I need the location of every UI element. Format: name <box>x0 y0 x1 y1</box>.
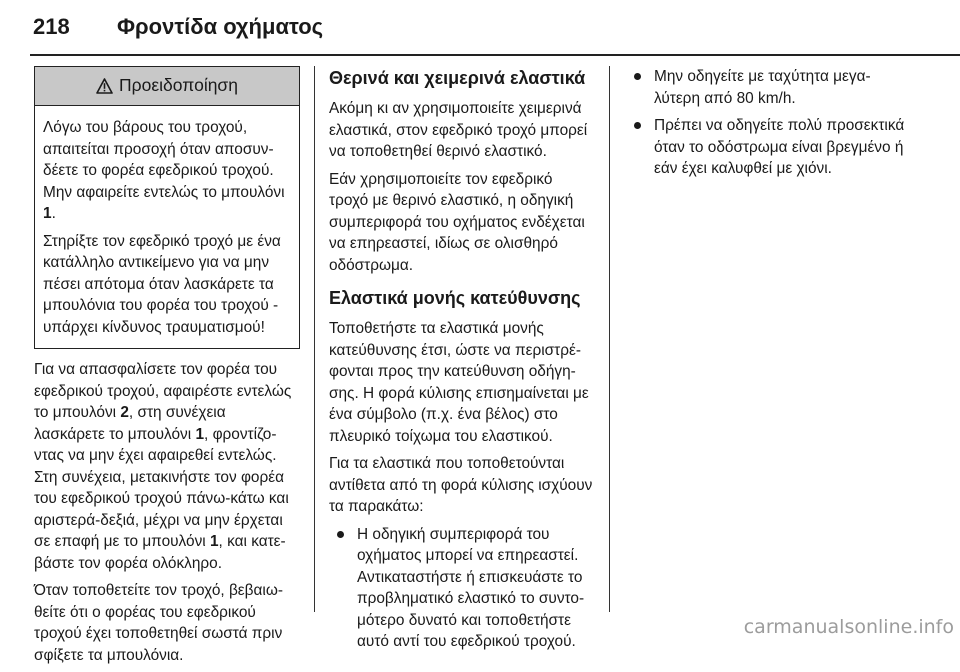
body-paragraph: Για να απασφαλίσετε τον φορέα του εφεδρικού τροχού, αφαιρέστε εντελώς το μπουλόνι 2, στη συνέχεια λασκάρετε το μπουλόνι 1, φροντίζοντας να μην έχει αφαιρεθεί εντελώς. Στη συνέχεια, μετακινήστε τον φορέα του εφεδρικού τροχού πάνω-κάτω και αριστερά-δεξιά, μέχρι να μην έρχεται σε επαφή με το μπουλόνι 1, και κατεβάστε τον φορέα ολόκληρο. <box>34 361 292 572</box>
page-number: 218 <box>33 14 70 39</box>
warning-header <box>35 67 299 106</box>
column-left <box>34 66 299 672</box>
body-paragraph: Τοποθετήστε τα ελαστικά μονής κατεύθυνσης έτσι, ώστε να περιστρέφονται προς την κατεύθυνση οδήγησης. Η φορά κύλισης επισημαίνεται με ένα σύμβολο (π.χ. ένα βέλος) στο πλευρικό τοίχωμα του ελαστικού. <box>329 320 589 445</box>
part-reference: 1 <box>209 533 219 550</box>
section-heading: Ελαστικά μονής κατεύθυνσης <box>329 288 581 308</box>
column-divider <box>609 66 610 612</box>
page-header <box>0 0 960 54</box>
part-reference: 1 <box>43 205 52 222</box>
column-right <box>626 66 908 186</box>
body-paragraph: Όταν τοποθετείτε τον τροχό, βεβαιωθείτε ότι ο φορέας του εφεδρικού τροχού έχει τοποθετηθεί σωστά πριν σφίξετε τα μπουλόνια. <box>34 582 283 664</box>
page-title: Φροντίδα οχήματος <box>117 14 324 39</box>
body-paragraph: Εάν χρησιμοποιείτε τον εφεδρικό τροχό με θερινό ελαστικό, η οδηγική συμπεριφορά του οχήματος ενδέχεται να επηρεαστεί, ιδίως σε ολισθηρό οδόστρωμα. <box>329 170 585 274</box>
column-middle <box>329 66 594 659</box>
warning-box <box>34 66 300 349</box>
bullet-list <box>626 66 908 180</box>
body-paragraph: Ακόμη κι αν χρησιμοποιείτε χειμερινά ελαστικά, στον εφεδρικό τροχό μπορεί να τοποθετηθεί θερινό ελαστικό. <box>329 100 588 160</box>
warning-paragraph: Λόγω του βάρους του τροχού, απαιτείται προσοχή όταν αποσυνδέετε το φορέα εφεδρικού τροχού. Μην αφαιρείτε εντελώς το μπουλόνι 1. <box>43 119 285 222</box>
list-item: Η οδηγική συμπεριφορά του οχήματος μπορεί να επηρεαστεί. Αντικαταστήστε ή επισκευάστε το προβληματικό ελαστικό το συντομότερο δυνατό και τοποθετήστε αυτό αντί του εφεδρικού τροχού. <box>329 524 594 653</box>
section-heading: Θερινά και χειμερινά ελαστικά <box>329 68 586 88</box>
warning-paragraph: Στηρίξτε τον εφεδρικό τροχό με ένα κατάλληλο αντικείμενο για να μην πέσει απότομα όταν λασκάρετε τα μπουλόνια του φορέα του τροχού - υπάρχει κίνδυνος τραυματισμού! <box>43 232 281 336</box>
list-item: Μην οδηγείτε με ταχύτητα μεγαλύτερη από 80 km/h. <box>626 66 908 109</box>
warning-title: Προειδοποίηση <box>119 75 238 96</box>
bullet-list <box>329 524 594 653</box>
warning-body <box>35 106 299 348</box>
body-paragraph: Για τα ελαστικά που τοποθετούνται αντίθετα από τη φορά κύλισης ισχύουν τα παρακάτω: <box>329 455 593 515</box>
warning-triangle-icon <box>96 78 113 94</box>
column-divider <box>314 66 315 612</box>
part-reference: 1 <box>195 425 205 443</box>
part-reference: 2 <box>120 404 129 421</box>
watermark: carmanualsonline.info <box>743 616 954 638</box>
list-item: Πρέπει να οδηγείτε πολύ προσεκτικά όταν το οδόστρωμα είναι βρεγμένο ή εάν έχει καλυφθεί με χιόνι. <box>626 115 908 180</box>
header-divider <box>30 54 960 56</box>
